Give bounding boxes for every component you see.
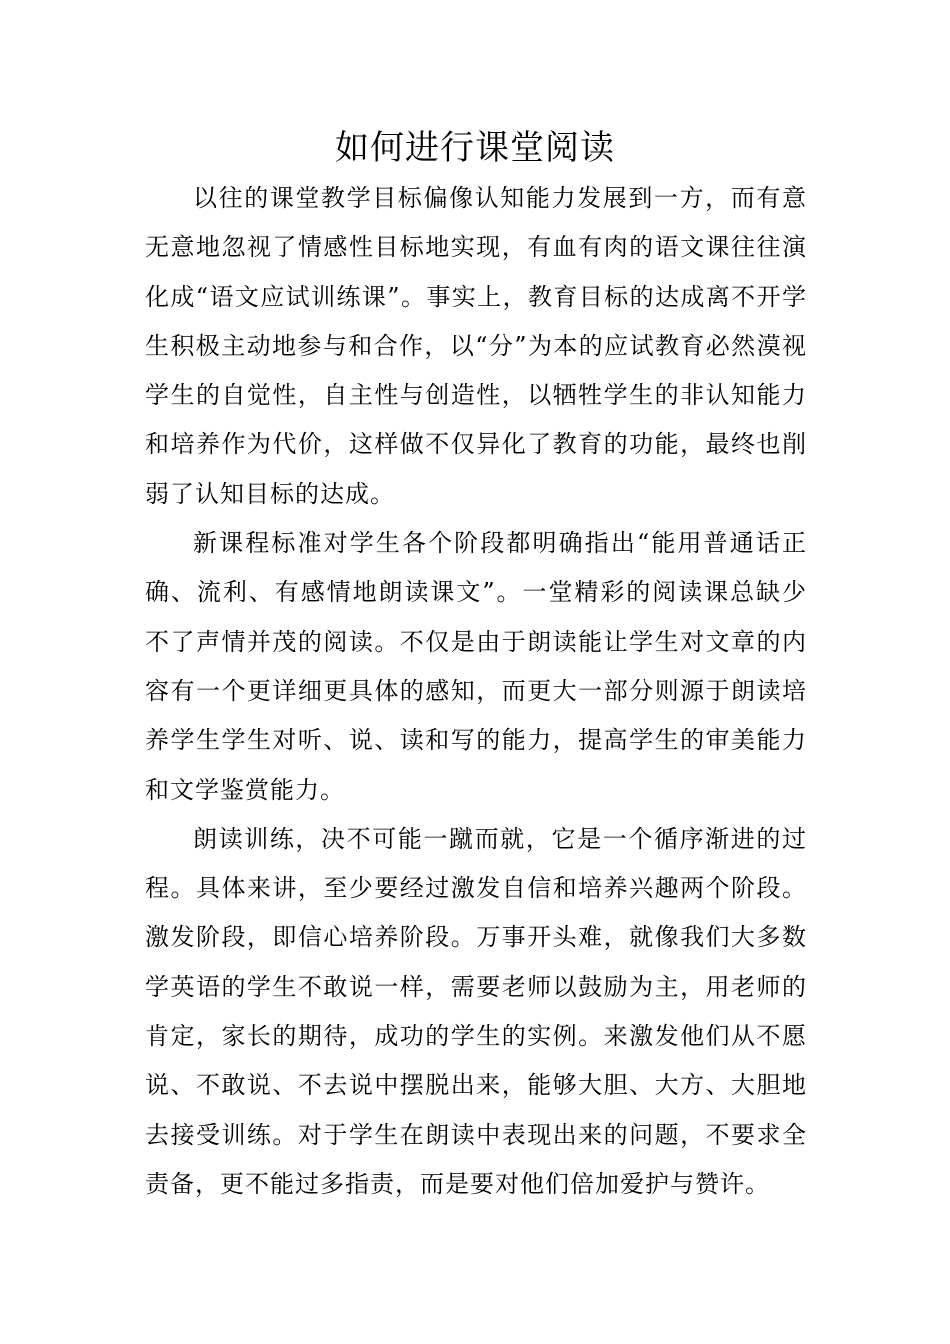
paragraph-3: 朗读训练，决不可能一蹴而就，它是一个循序渐进的过程。具体来讲，至少要经过激发自信和培养兴趣两个阶段。激发阶段，即信心培养阶段。万事开头难，就像我们大多数学英语的学生不敢说一样，需要老师以鼓励为主，用老师的肯定，家长的期待，成功的学生的实例。来激发他们从不愿说、不敢说、不去说中摆脱出来，能够大胆、大方、大胆地去接受训练。对于学生在朗读中表现出来的问题，不要求全责备，更不能过多指责，而是要对他们倍加爱护与赞许。: [145, 824, 807, 1198]
paragraph-1: 以往的课堂教学目标偏像认知能力发展到一方，而有意无意地忽视了情感性目标地实现，有血有肉的语文课往往演化成“语文应试训练课”。事实上，教育目标的达成离不开学生积极主动地参与和合作，以“分”为本的应试教育必然漠视学生的自觉性，自主性与创造性，以牺牲学生的非认知能力和培养作为代价，这样做不仅异化了教育的功能，最终也削弱了认知目标的达成。: [145, 184, 807, 508]
document-body: [145, 174, 807, 1209]
paragraph-2: 新课程标准对学生各个阶段都明确指出“能用普通话正确、流利、有感情地朗读课文”。一堂精彩的阅读课总缺少不了声情并茂的阅读。不仅是由于朗读能让学生对文章的内容有一个更详细更具体的感知，而更大一部分则源于朗读培养学生学生对听、说、读和写的能力，提高学生的审美能力和文学鉴赏能力。: [145, 529, 807, 804]
document-title: 如何进行课堂阅读: [335, 128, 615, 168]
